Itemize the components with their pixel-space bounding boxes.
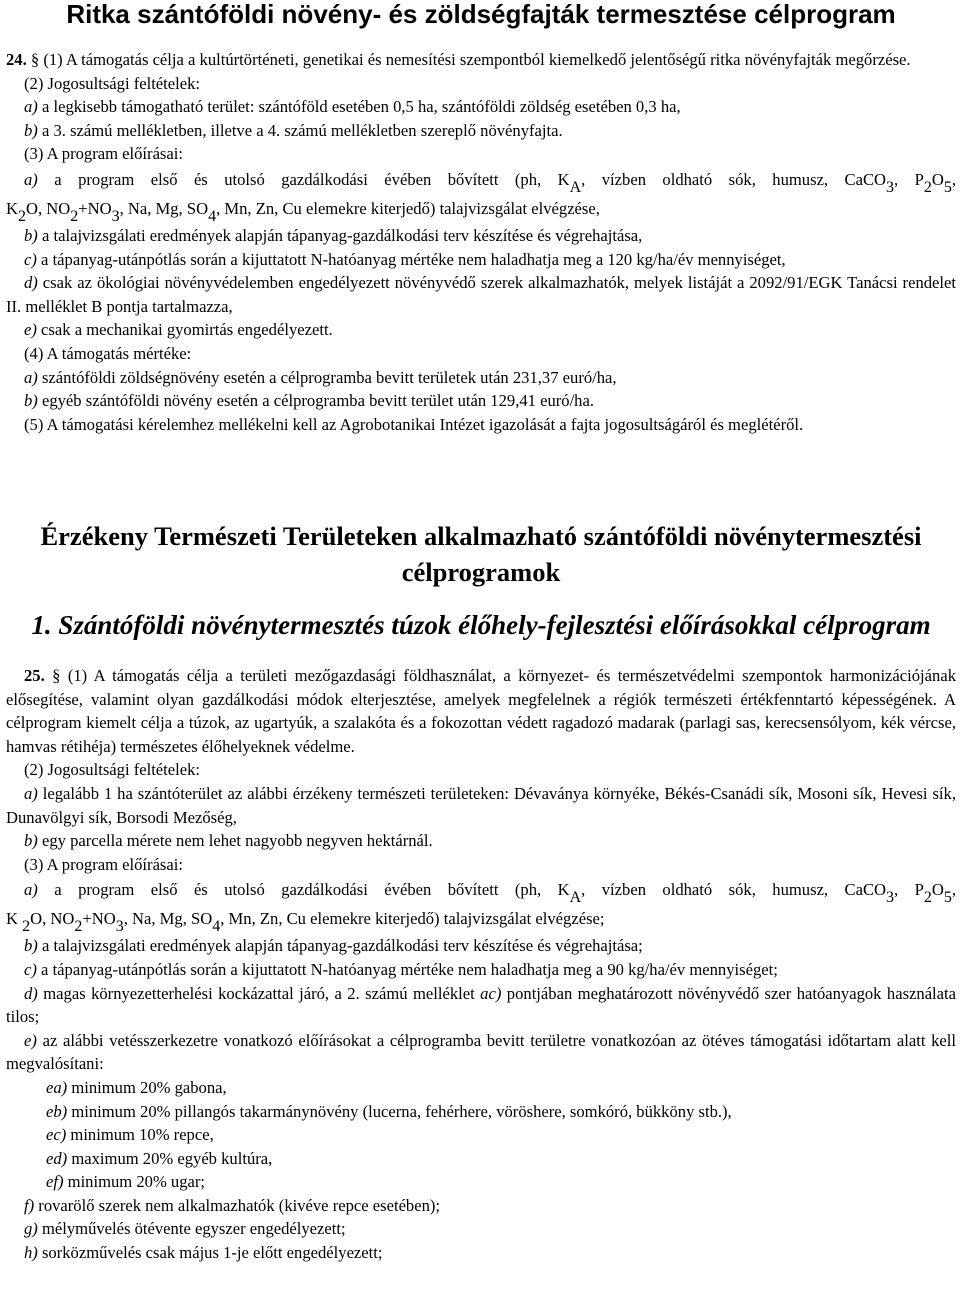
item-25-3ed — [6, 1147, 956, 1171]
item-25-2b — [6, 829, 956, 853]
item-label: a) — [24, 783, 38, 803]
subscript: 3 — [111, 207, 120, 225]
item-text: minimum 20% ugar; — [63, 1172, 206, 1192]
item-label: b) — [24, 225, 38, 245]
item-text: a 3. számú mellékletben, illetve a 4. számú mellékletben szereplő növényfajta. — [37, 120, 563, 140]
section-25 — [6, 664, 956, 1265]
item-text: csak az ökológiai növényvédelemben engedélyezett növényvédő szerek alkalmazhatók, melyek listáját a 2092/91/EGK Tanácsi rendelet II. melléklet B pontja tartalmazza, — [6, 273, 956, 316]
item-text: , Na, Mg, SO — [119, 198, 209, 218]
item-text: O — [931, 169, 944, 189]
item-25-3h — [6, 1241, 956, 1265]
item-24-2b — [6, 119, 956, 143]
item-text: O, NO — [30, 909, 75, 929]
subscript: 2 — [22, 918, 31, 936]
item-reference: ac) — [480, 983, 502, 1003]
item-text: , — [951, 880, 956, 900]
paragraph-24-5: (5) A támogatási kérelemhez mellékelni kell az Agrobotanikai Intézet igazolását a fajta jogosultságáról és meglétéről. — [24, 414, 804, 434]
item-24-3e — [6, 318, 956, 342]
subsection-heading: 1. Szántóföldi növénytermesztés túzok élőhely-fejlesztési előírásokkal célprogram — [31, 610, 931, 640]
item-text: minimum 20% pillangós takarmánynövény (lucerna, fehérhere, vöröshere, somkóró, bükköny stb.), — [67, 1101, 732, 1121]
paragraph-25-1 — [6, 664, 956, 758]
item-label: b) — [24, 831, 38, 851]
item-24-3a-line2 — [6, 194, 956, 224]
page-title: Ritka szántóföldi növény- és zöldségfajták termesztése célprogram — [66, 0, 896, 29]
item-text: maximum 20% egyéb kultúra, — [67, 1148, 273, 1168]
subscript: 3 — [115, 918, 124, 936]
item-25-3ea — [6, 1076, 956, 1100]
item-label: a) — [24, 169, 38, 189]
item-label: a) — [24, 367, 38, 387]
item-text: az alábbi vetésszerkezetre vonatkozó előírásokat a célprogramba bevitt területre vonatkozóan az ötéves támogatási időtartam alatt kell megvalósítani: — [6, 1030, 956, 1074]
item-label: a) — [24, 97, 38, 117]
item-text: a talajvizsgálati eredmények alapján tápanyag-gazdálkodási terv készítése és végrehajtása; — [37, 936, 643, 956]
item-25-3d — [6, 982, 956, 1029]
item-24-2a — [6, 95, 956, 119]
item-label: a) — [24, 880, 38, 900]
item-text: +NO — [78, 198, 112, 218]
item-text: a legkisebb támogatható terület: szántóföld esetében 0,5 ha, szántóföldi zöldség esetében 0,3 ha, — [37, 97, 681, 117]
paragraph-text: § (1) A támogatás célja a területi mezőgazdasági földhasználat, a környezet- és természetvédelmi szempontok harmonizációjának elősegítése, valamint olyan gazdálkodási módok elterjesztése, amelyek megfelelnek a régiók természeti értékfenntartó képességének. A célprogram kiemelt célja a túzok, az ugartyúk, a szalakóta és a fokozottan védett ragadozó madarak (parlagi sas, kerecsensólyom, kék vércse, hamvas rétihéja) természetes élőhelyeknek védelme. — [6, 666, 956, 756]
item-label: f) — [24, 1195, 35, 1215]
section-heading: Érzékeny Természeti Területeken alkalmazható szántóföldi növénytermesztési célprogramok — [40, 521, 922, 587]
subscript: 4 — [212, 918, 221, 936]
item-text: szántóföldi zöldségnövény esetén a célprogramba bevitt területek után 231,37 euró/ha, — [37, 367, 617, 387]
subscript: 2 — [70, 207, 79, 225]
item-label: ec) — [46, 1125, 67, 1145]
item-label: b) — [24, 391, 38, 411]
item-label: e) — [24, 320, 37, 340]
item-label: d) — [24, 983, 38, 1003]
item-label: b) — [24, 120, 38, 140]
item-24-4a — [6, 366, 956, 390]
item-text: K — [6, 909, 23, 929]
subscript: 2 — [923, 178, 932, 196]
item-text: , vízben oldható sók, humusz, CaCO — [581, 169, 887, 189]
item-label: ea) — [46, 1077, 68, 1097]
subscript: 5 — [943, 178, 952, 196]
item-text: egy parcella mérete nem lehet nagyobb negyven hektárnál. — [37, 831, 433, 851]
subscript: A — [569, 178, 582, 196]
item-text: minimum 10% repce, — [66, 1125, 214, 1145]
subscript: 4 — [208, 207, 217, 225]
item-label: ed) — [46, 1148, 68, 1168]
subscript: 3 — [886, 889, 895, 907]
item-label: eb) — [46, 1101, 68, 1121]
item-text: minimum 20% gabona, — [67, 1077, 227, 1097]
item-text: O, NO — [25, 198, 71, 218]
item-24-3a — [6, 166, 956, 194]
item-text: , — [951, 169, 956, 189]
item-text: a tápanyag-utánpótlás során a kijuttatott N-hatóanyag mértéke nem haladhatja meg a 90 kg/ha/év mennyiséget; — [36, 959, 778, 979]
item-label: h) — [24, 1243, 38, 1263]
paragraph-24-1 — [6, 48, 956, 72]
item-text: , P — [894, 880, 924, 900]
item-text: pontjában meghatározott növényvédő szer hatóanyagok használata tilos; — [6, 983, 957, 1027]
subscript: A — [569, 889, 582, 907]
subscript: 2 — [923, 889, 932, 907]
item-text: magas környezetterhelési kockázattal járó, a 2. számú melléklet — [37, 983, 481, 1003]
item-text: , vízben oldható sók, humusz, CaCO — [581, 880, 887, 900]
item-text: +NO — [82, 909, 116, 929]
item-25-3ef — [6, 1170, 956, 1194]
item-24-3b — [6, 224, 956, 248]
item-24-4b — [6, 389, 956, 413]
item-25-3e — [6, 1029, 956, 1076]
item-label: d) — [24, 273, 38, 293]
item-25-3g — [6, 1217, 956, 1241]
item-text: a program első és utolsó gazdálkodási évében bővített (ph, K — [37, 169, 570, 189]
paragraph-25-3: (3) A program előírásai: — [24, 854, 183, 874]
section-24 — [6, 48, 956, 436]
section-number: 25. — [24, 666, 45, 685]
item-text: egyéb szántóföldi növény esetén a célprogramba bevitt terület után 129,41 euró/ha. — [37, 391, 594, 411]
item-25-2a — [6, 782, 956, 829]
item-label: e) — [24, 1030, 37, 1050]
item-24-3c — [6, 248, 956, 272]
item-text: csak a mechanikai gyomirtás engedélyezett. — [36, 320, 333, 340]
paragraph-24-3: (3) A program előírásai: — [24, 144, 183, 164]
item-25-3c — [6, 958, 956, 982]
paragraph-25-2: (2) Jogosultsági feltételek: — [24, 760, 201, 780]
paragraph-24-4: (4) A támogatás mértéke: — [24, 343, 192, 363]
section-number: 24. — [6, 50, 27, 69]
paragraph-text: § (1) A támogatás célja a kultúrtörténeti, genetikai és nemesítési szempontból kiemelkedő jelentőségű ritka növényfajták megőrzése. — [30, 50, 911, 69]
item-text: a talajvizsgálati eredmények alapján tápanyag-gazdálkodási terv készítése és végrehajtása, — [37, 225, 643, 245]
item-label: b) — [24, 936, 38, 956]
subscript: 2 — [17, 207, 26, 225]
item-25-3a — [6, 876, 956, 907]
item-label: c) — [24, 249, 37, 269]
subscript: 5 — [943, 889, 952, 907]
item-text: , Mn, Zn, Cu elemekre kiterjedő) talajvizsgálat elvégzése, — [216, 198, 600, 218]
item-text: O — [931, 880, 944, 900]
item-text: a tápanyag-utánpótlás során a kijuttatott N-hatóanyag mértéke nem haladhatja meg a 120 kg/ha/év mennyiséget, — [36, 249, 786, 269]
item-text: sorközművelés csak május 1-je előtt engedélyezett; — [37, 1243, 383, 1263]
item-text: , Mn, Zn, Cu elemekre kiterjedő) talajvizsgálat elvégzése; — [220, 909, 605, 929]
item-text: , P — [894, 169, 924, 189]
paragraph-24-2: (2) Jogosultsági feltételek: — [24, 73, 201, 93]
item-label: c) — [24, 959, 37, 979]
item-25-3a-line2 — [6, 904, 956, 934]
item-25-3eb — [6, 1100, 956, 1124]
subscript: 3 — [886, 178, 895, 196]
item-25-3b — [6, 934, 956, 958]
item-text: legalább 1 ha szántóterület az alábbi érzékeny természeti területeken: Dévaványa környéke, Békés-Csanádi sík, Mosoni sík, Hevesi sík, Dunavölgyi sík, Borsodi Mezőség, — [6, 783, 956, 827]
item-label: g) — [24, 1219, 38, 1239]
item-text: rovarölő szerek nem alkalmazhatók (kivéve repce esetében); — [34, 1195, 441, 1215]
item-text: a program első és utolsó gazdálkodási évében bővített (ph, K — [37, 880, 570, 900]
item-text: K — [6, 198, 18, 218]
item-24-3d — [6, 271, 956, 318]
subscript: 2 — [74, 918, 83, 936]
item-text: mélyművelés ötévente egyszer engedélyezett; — [37, 1219, 346, 1239]
item-text: , Na, Mg, SO — [123, 909, 213, 929]
item-25-3f — [6, 1194, 956, 1218]
item-label: ef) — [46, 1172, 64, 1192]
item-25-3ec — [6, 1123, 956, 1147]
